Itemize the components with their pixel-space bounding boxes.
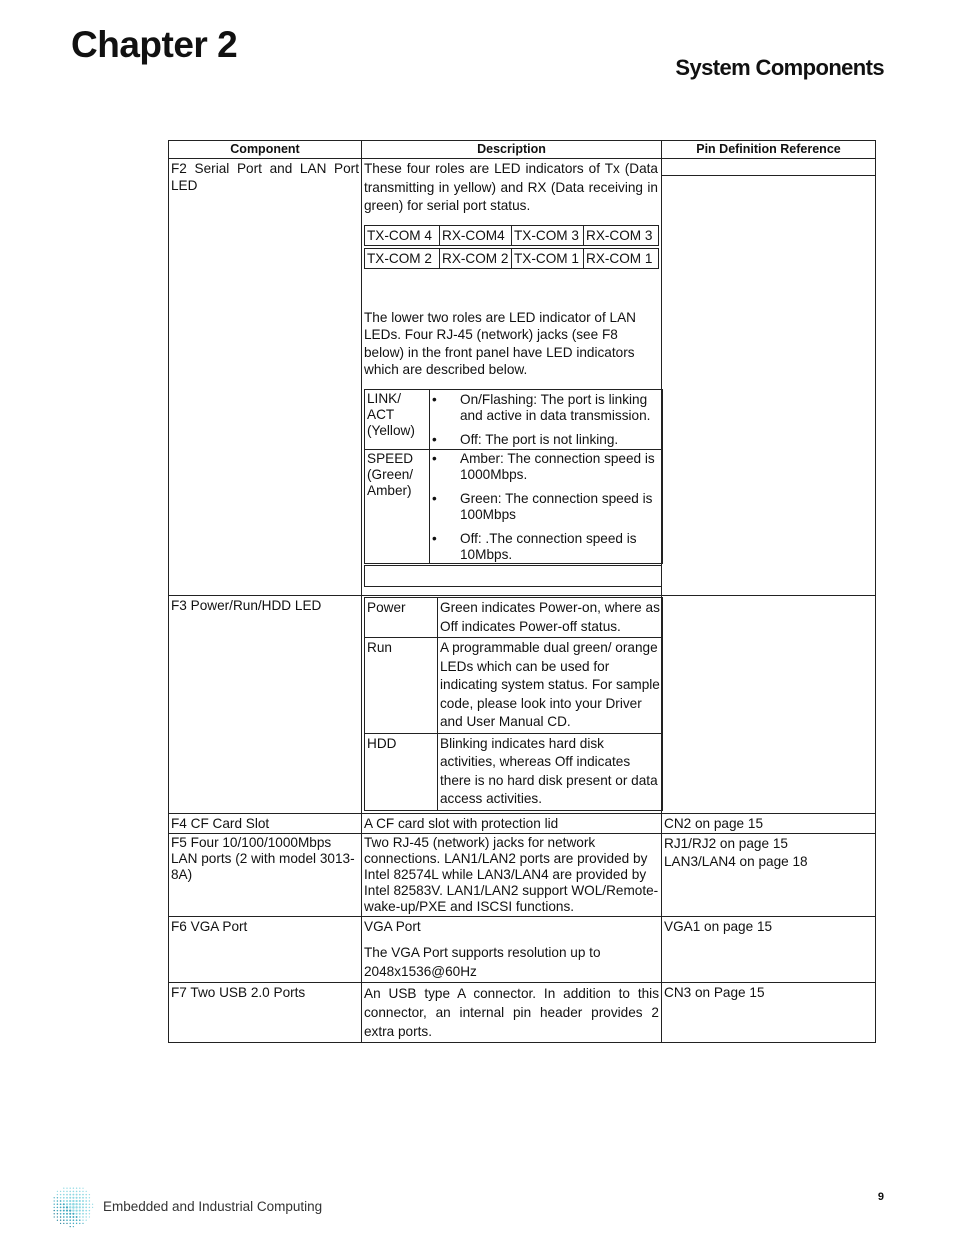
vga-title: VGA Port — [364, 919, 421, 934]
com-row — [365, 225, 659, 245]
section-title: System Components — [675, 55, 884, 80]
status-text: A programmable dual green/ orange LEDs which can be used for indicating system status. For sample code, please look into your Driver and User Manual CD. — [438, 638, 663, 734]
component-cell: F3 Power/Run/HDD LED — [169, 596, 362, 814]
description-cell — [362, 596, 662, 814]
table-header-row — [169, 141, 876, 159]
status-text: Green indicates Power-on, where as Off indicates Power-off status. — [438, 598, 663, 638]
status-label: Power — [365, 598, 438, 638]
com-cell: RX-COM 1 — [584, 248, 659, 268]
status-led-table — [364, 597, 663, 811]
footer-brand-text: Embedded and Industrial Computing — [103, 1199, 323, 1214]
table-row — [169, 814, 876, 834]
pin-reference-cell: VGA1 on page 15 — [662, 917, 876, 983]
description-cell: A CF card slot with protection lid — [362, 814, 662, 834]
status-label: HDD — [365, 733, 438, 810]
pin-reference-cell: CN2 on page 15 — [662, 814, 876, 834]
status-label: Run — [365, 638, 438, 734]
chapter-title: Chapter 2 — [71, 24, 238, 65]
component-cell: F5 Four 10/100/1000Mbps LAN ports (2 with model 3013-8A) — [169, 834, 362, 917]
component-cell: F7 Two USB 2.0 Ports — [169, 983, 362, 1043]
com-cell: RX-COM 2 — [440, 248, 512, 268]
component-cell: F4 CF Card Slot — [169, 814, 362, 834]
com-cell: TX-COM 1 — [512, 248, 584, 268]
pin-reference-cell — [662, 159, 876, 596]
pin-reference-line: LAN3/LAN4 on page 18 — [664, 854, 808, 869]
description-cell — [362, 917, 662, 983]
component-cell: F6 VGA Port — [169, 917, 362, 983]
description-cell: Two RJ-45 (network) jacks for network connections. LAN1/LAN2 ports are provided by Intel 82574L while LAN3/LAN4 are provided by Intel 82583V. LAN1/LAN2 support WOL/Remote-wake-up/PXE and ISCSI functions. — [362, 834, 662, 917]
serial-led-intro: These four roles are LED indicators of Tx (Data transmitting in yellow) and RX (Data receiving in green) for serial port status. — [364, 161, 658, 213]
header-component: Component — [169, 141, 362, 159]
list-item: • On/Flashing: The port is linking and active in data transmission. — [432, 392, 660, 424]
list-item: • Off: The port is not linking. — [432, 432, 660, 448]
table-row — [169, 834, 876, 917]
com-cell: RX-COM4 — [440, 225, 512, 245]
speed-desc — [430, 449, 663, 563]
lan-led-intro: The lower two roles are LED indicator of LAN LEDs. Four RJ-45 (network) jacks (see F8 below) in the front panel have LED indicators which are described below. — [364, 309, 636, 377]
pin-reference-cell — [662, 834, 876, 917]
status-row-run — [365, 638, 663, 734]
list-item: • Amber: The connection speed is 1000Mbps. — [432, 451, 660, 483]
status-row-hdd — [365, 733, 663, 810]
status-row-power — [365, 598, 663, 638]
lan-led-table — [364, 389, 663, 564]
lan-link-row — [365, 389, 663, 449]
description-cell: An USB type A connector. In addition to this connector, an internal pin header provides 2 extra ports. — [362, 983, 662, 1043]
lan-speed-row — [365, 449, 663, 563]
com-led-table — [364, 225, 659, 269]
header-pin-reference: Pin Definition Reference — [662, 141, 876, 159]
status-text: Blinking indicates hard disk activities, whereas Off indicates there is no hard disk present or data access activities. — [438, 733, 663, 810]
com-cell: TX-COM 2 — [365, 248, 440, 268]
pin-reference-cell — [662, 596, 876, 814]
link-act-label: LINK/ ACT (Yellow) — [365, 389, 430, 449]
pin-reference-line: RJ1/RJ2 on page 15 — [664, 836, 788, 851]
table-row — [169, 159, 876, 596]
table-row — [169, 596, 876, 814]
list-item: • Off: .The connection speed is 10Mbps. — [432, 531, 660, 563]
pin-reference-cell: CN3 on Page 15 — [662, 983, 876, 1043]
list-item: • Green: The connection speed is 100Mbps — [432, 491, 660, 523]
components-table — [168, 140, 876, 1043]
component-cell: F2 Serial Port and LAN Port LED — [169, 159, 362, 596]
description-cell — [362, 159, 662, 596]
globe-dots-logo-icon — [49, 1183, 95, 1229]
com-cell: RX-COM 3 — [584, 225, 659, 245]
header-description: Description — [362, 141, 662, 159]
table-row — [169, 917, 876, 983]
com-row — [365, 248, 659, 268]
link-act-desc — [430, 389, 663, 449]
com-cell: TX-COM 4 — [365, 225, 440, 245]
speed-label: SPEED (Green/ Amber) — [365, 449, 430, 563]
vga-detail: The VGA Port supports resolution up to 2048x1536@60Hz — [364, 945, 601, 979]
table-row — [169, 983, 876, 1043]
page-number: 9 — [877, 1191, 884, 1203]
com-cell: TX-COM 3 — [512, 225, 584, 245]
empty-box — [364, 565, 662, 587]
